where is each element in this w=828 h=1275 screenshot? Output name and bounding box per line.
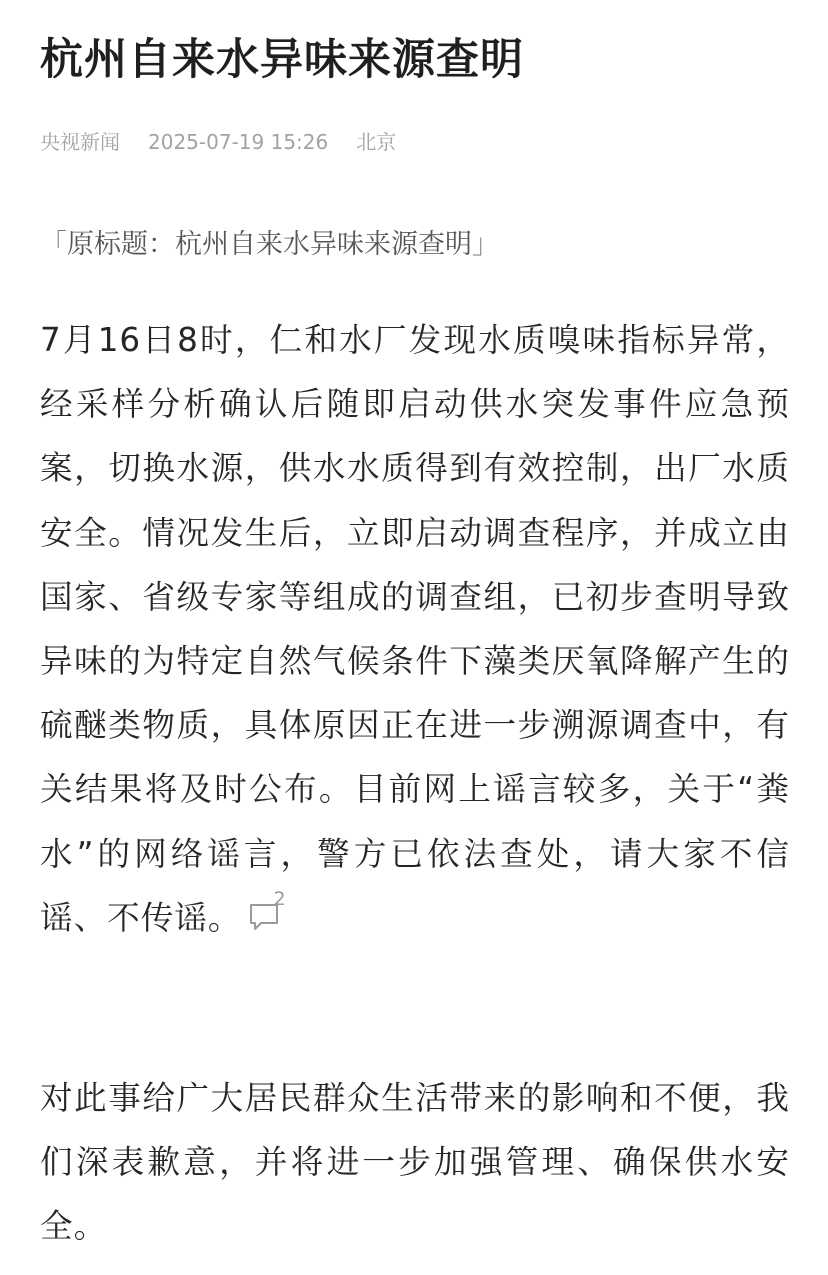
article-location: 北京 <box>356 130 397 154</box>
comment-button[interactable] <box>247 887 287 933</box>
original-title-text: 原标题：杭州自来水异味来源查明 <box>67 229 472 260</box>
paragraph-1-text: 7月16日8时，仁和水厂发现水质嗅味指标异常，经采样分析确认后随即启动供水突发事件应急预案，切换水源，供水水质得到有效控制，出厂水质安全。情况发生后，立即启动调查程序，并成立由国家、省级专家等组成的调查组，已初步查明导致异味的为特定自然气候条件下藻类厌氧降解产生的硫醚类物质，具体原因正在进一步溯源调查中，有关结果将及时公布。目前网上谣言较多，关于“粪水”的网络谣言，警方已依法查处，请大家不信谣、不传谣。 <box>40 321 790 937</box>
article-paragraph-2: 对此事给广大居民群众生活带来的影响和不便，我们深表歉意，并将进一步加强管理、确保供水安全。 <box>40 1079 790 1246</box>
article-datetime: 2025-07-19 15:26 <box>148 130 329 154</box>
article-meta <box>40 127 396 157</box>
article-title: 杭州自来水异味来源查明 <box>40 35 524 85</box>
comment-count: 2 <box>273 887 286 910</box>
original-title-close-bracket: 」 <box>472 229 499 260</box>
article-paragraph-1 <box>40 308 790 950</box>
article-source[interactable]: 央视新闻 <box>40 130 120 154</box>
original-title-open-bracket: 「 <box>40 229 67 260</box>
original-title <box>40 225 499 265</box>
